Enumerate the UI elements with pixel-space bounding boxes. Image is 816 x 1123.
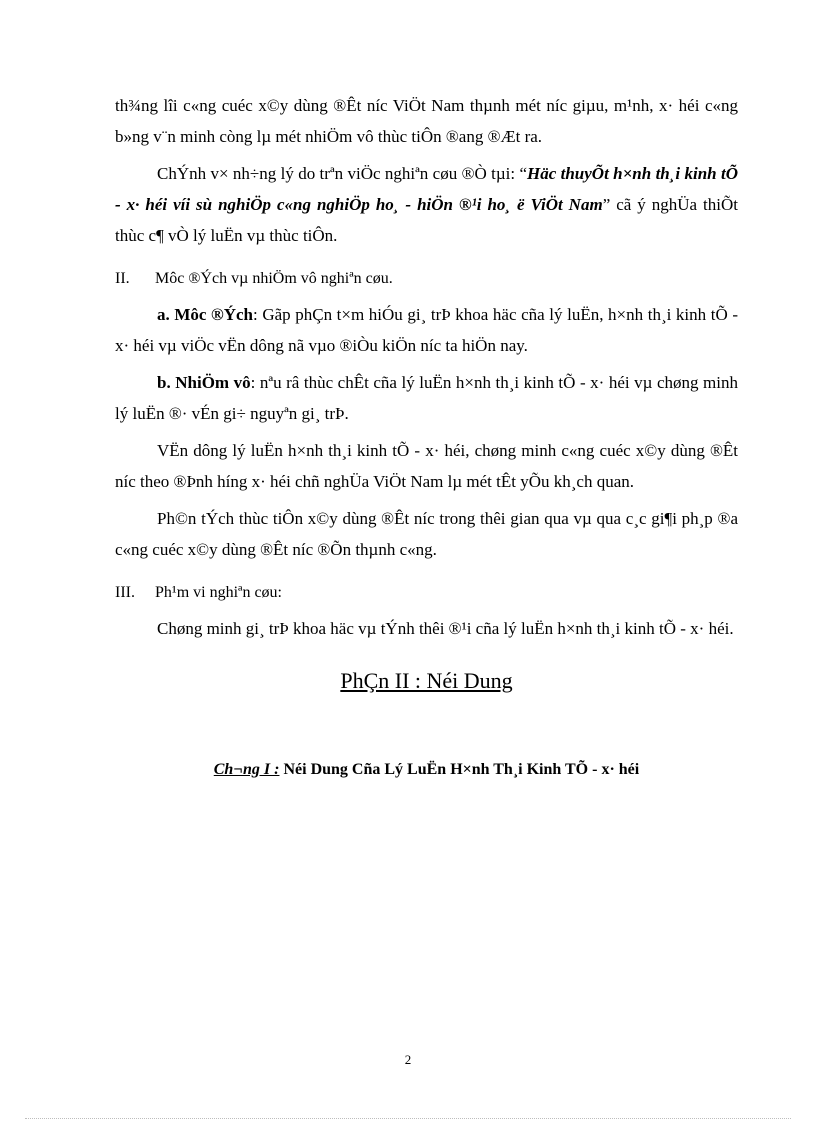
chapter-name: Néi Dung Cña Lý LuËn H×nh Th¸i Kinh TÕ - x· héi [279, 761, 640, 778]
section-number: III. [115, 584, 135, 601]
section-heading-text: Ph¹m vi nghiªn cøu: [155, 584, 282, 601]
purpose-label: a. Môc ®Ých [157, 305, 254, 324]
section-heading-text: Môc ®Ých vµ nhiÖm vô nghiªn cøu. [155, 270, 393, 287]
topic-reason-lead: ChÝnh v× nh÷ng lý do trªn viÖc nghiªn cøu ®Ò tµi: “ [157, 164, 527, 183]
part-title: PhÇn II : Néi Dung [340, 668, 513, 693]
page-content [115, 90, 738, 784]
task-text: : nªu râ thùc chÊt cña lý luËn h×nh th¸i kinh tÕ - x· héi vµ chøng minh lý luËn ®· vÉn gi÷ nguyªn gi¸ trÞ. [115, 373, 738, 423]
task-label: b. NhiÖm vô [157, 373, 251, 392]
paragraph-application: VËn dông lý luËn h×nh th¸i kinh tÕ - x· héi, chøng minh c«ng cuéc x©y dùng ®Êt níc theo ®Þnh híng x· héi chñ nghÜa ViÖt Nam lµ mét tÊt yÕu kh¸ch quan. [115, 441, 738, 491]
topic-reason-tail: ” cã ý nghÜa thiÕt thùc c¶ vÒ lý luËn vµ thùc tiÔn. [115, 195, 739, 245]
paragraph-purpose [115, 299, 738, 361]
page-bottom-divider [25, 1118, 791, 1119]
chapter-title [115, 756, 738, 784]
page-number: 2 [404, 1052, 412, 1067]
paragraph-task [115, 367, 738, 429]
paragraph-continuation: th¾ng lîi c«ng cuéc x©y dùng ®Êt níc ViÖt Nam thµnh mét níc giµu, m¹nh, x· héi c«ng b»ng v¨n minh còng lµ mét nhiÖm vô thùc tiÔn ®ang ®Æt ra. [115, 96, 738, 146]
section-number: II. [115, 270, 130, 287]
chapter-label: Ch¬ng I : [213, 761, 280, 778]
paragraph-analysis: Ph©n tÝch thùc tiÔn x©y dùng ®Êt níc trong thêi gian qua vµ qua c¸c gi¶i ph¸p ®a c«ng cuéc x©y dùng ®Êt níc ®Õn thµnh c«ng. [115, 509, 738, 559]
paragraph-topic-reason [115, 158, 738, 251]
topic-title: Häc thuyÕt h×nh th¸i kinh tÕ - x· héi víi sù nghiÖp c«ng nghiÖp ho¸ - hiÖn ®¹i ho¸ ë ViÖt Nam [115, 164, 738, 214]
section-heading-iii [115, 579, 738, 607]
paragraph-scope: Chøng minh gi¸ trÞ khoa häc vµ tÝnh thêi ®¹i cña lý luËn h×nh th¸i kinh tÕ - x· héi. [157, 619, 734, 638]
purpose-text: : Gãp phÇn t×m hiÓu gi¸ trÞ khoa häc cña lý luËn, h×nh th¸i kinh tÕ - x· héi vµ viÖc vËn dông nã vµo ®iÒu kiÖn níc ta hiÖn nay. [115, 305, 739, 355]
section-heading-ii [115, 265, 738, 293]
